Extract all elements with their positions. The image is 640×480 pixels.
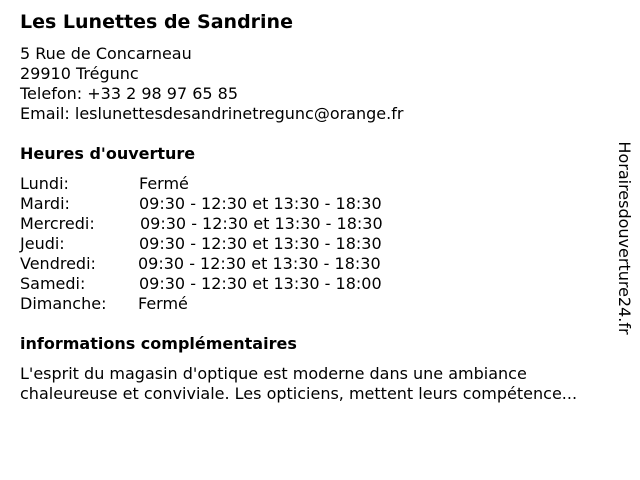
- business-name: Les Lunettes de Sandrine: [20, 11, 293, 33]
- info-line: L'esprit du magasin d'optique est moderne dans une ambiance: [20, 364, 527, 383]
- email-address: Email: leslunettesdesandrinetregunc@orange.fr: [20, 104, 404, 123]
- hours-heading: Heures d'ouverture: [20, 144, 196, 163]
- info-heading: informations complémentaires: [20, 334, 297, 353]
- street-address: 5 Rue de Concarneau: [20, 44, 192, 63]
- day-hours: Fermé: [138, 294, 188, 313]
- day-hours: 09:30 - 12:30 et 13:30 - 18:30: [139, 234, 382, 253]
- info-line: chaleureuse et conviviale. Les opticiens, mettent leurs compétence...: [20, 384, 578, 403]
- day-hours: Fermé: [139, 174, 189, 193]
- phone-number: Telefon: +33 2 98 97 65 85: [20, 84, 239, 103]
- day-label: Mardi:: [20, 194, 70, 213]
- day-hours: 09:30 - 12:30 et 13:30 - 18:00: [139, 274, 382, 293]
- contact-block: [20, 44, 403, 124]
- day-label: Mercredi:: [20, 214, 95, 233]
- day-label: Dimanche:: [20, 294, 107, 313]
- day-label: Vendredi:: [20, 254, 96, 273]
- day-label: Lundi:: [20, 174, 69, 193]
- info-description: [20, 364, 630, 404]
- day-hours: 09:30 - 12:30 et 13:30 - 18:30: [138, 254, 381, 273]
- day-label: Jeudi:: [20, 234, 65, 253]
- day-hours: 09:30 - 12:30 et 13:30 - 18:30: [140, 214, 383, 233]
- day-label: Samedi:: [20, 274, 86, 293]
- site-watermark: Horairesdouverture24.fr: [615, 141, 634, 335]
- city-postcode: 29910 Trégunc: [20, 64, 139, 83]
- day-hours: 09:30 - 12:30 et 13:30 - 18:30: [139, 194, 382, 213]
